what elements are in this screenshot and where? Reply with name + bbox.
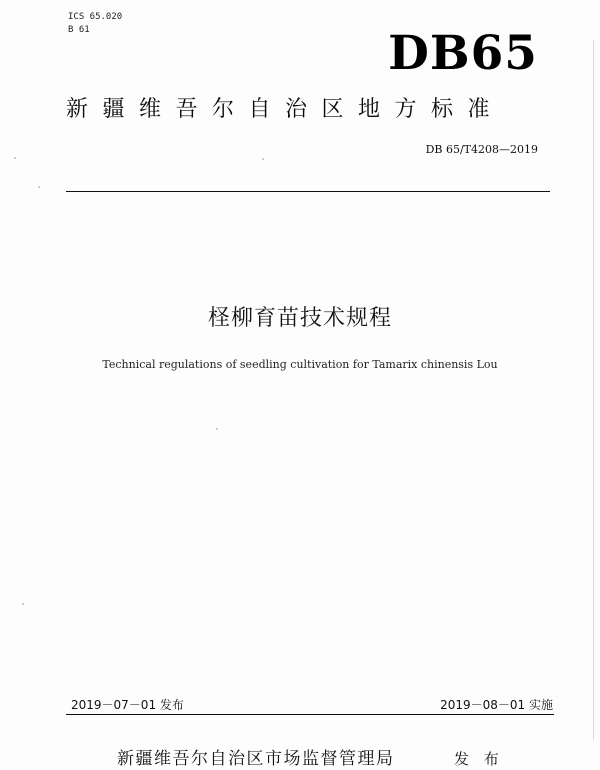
publish-label: 发 布 (454, 750, 504, 768)
footer-divider (66, 714, 554, 715)
publisher-name: 新疆维吾尔自治区市场监督管理局 (117, 749, 395, 769)
scan-speck (216, 428, 218, 430)
ics-code: ICS 65.020 (68, 12, 123, 22)
document-title-english: Technical regulations of seedling cultivation for Tamarix chinensis Lou (102, 358, 498, 371)
document-title-chinese: 柽柳育苗技术规程 (207, 306, 392, 331)
header-divider (66, 191, 550, 192)
issue-date: 2019－07－01 发布 (71, 698, 184, 712)
scan-speck (22, 603, 24, 605)
scan-speck (38, 186, 40, 188)
db65-logo: DB65 (388, 26, 538, 81)
standard-number: DB 65/T4208—2019 (425, 143, 538, 156)
scan-speck (14, 157, 16, 159)
ccs-code: B 61 (68, 25, 90, 35)
standard-type-title: 新疆维吾尔自治区地方标准 (66, 97, 505, 122)
scan-edge-line (593, 40, 594, 740)
scan-speck (262, 158, 264, 160)
implementation-date: 2019－08－01 实施 (440, 698, 553, 712)
